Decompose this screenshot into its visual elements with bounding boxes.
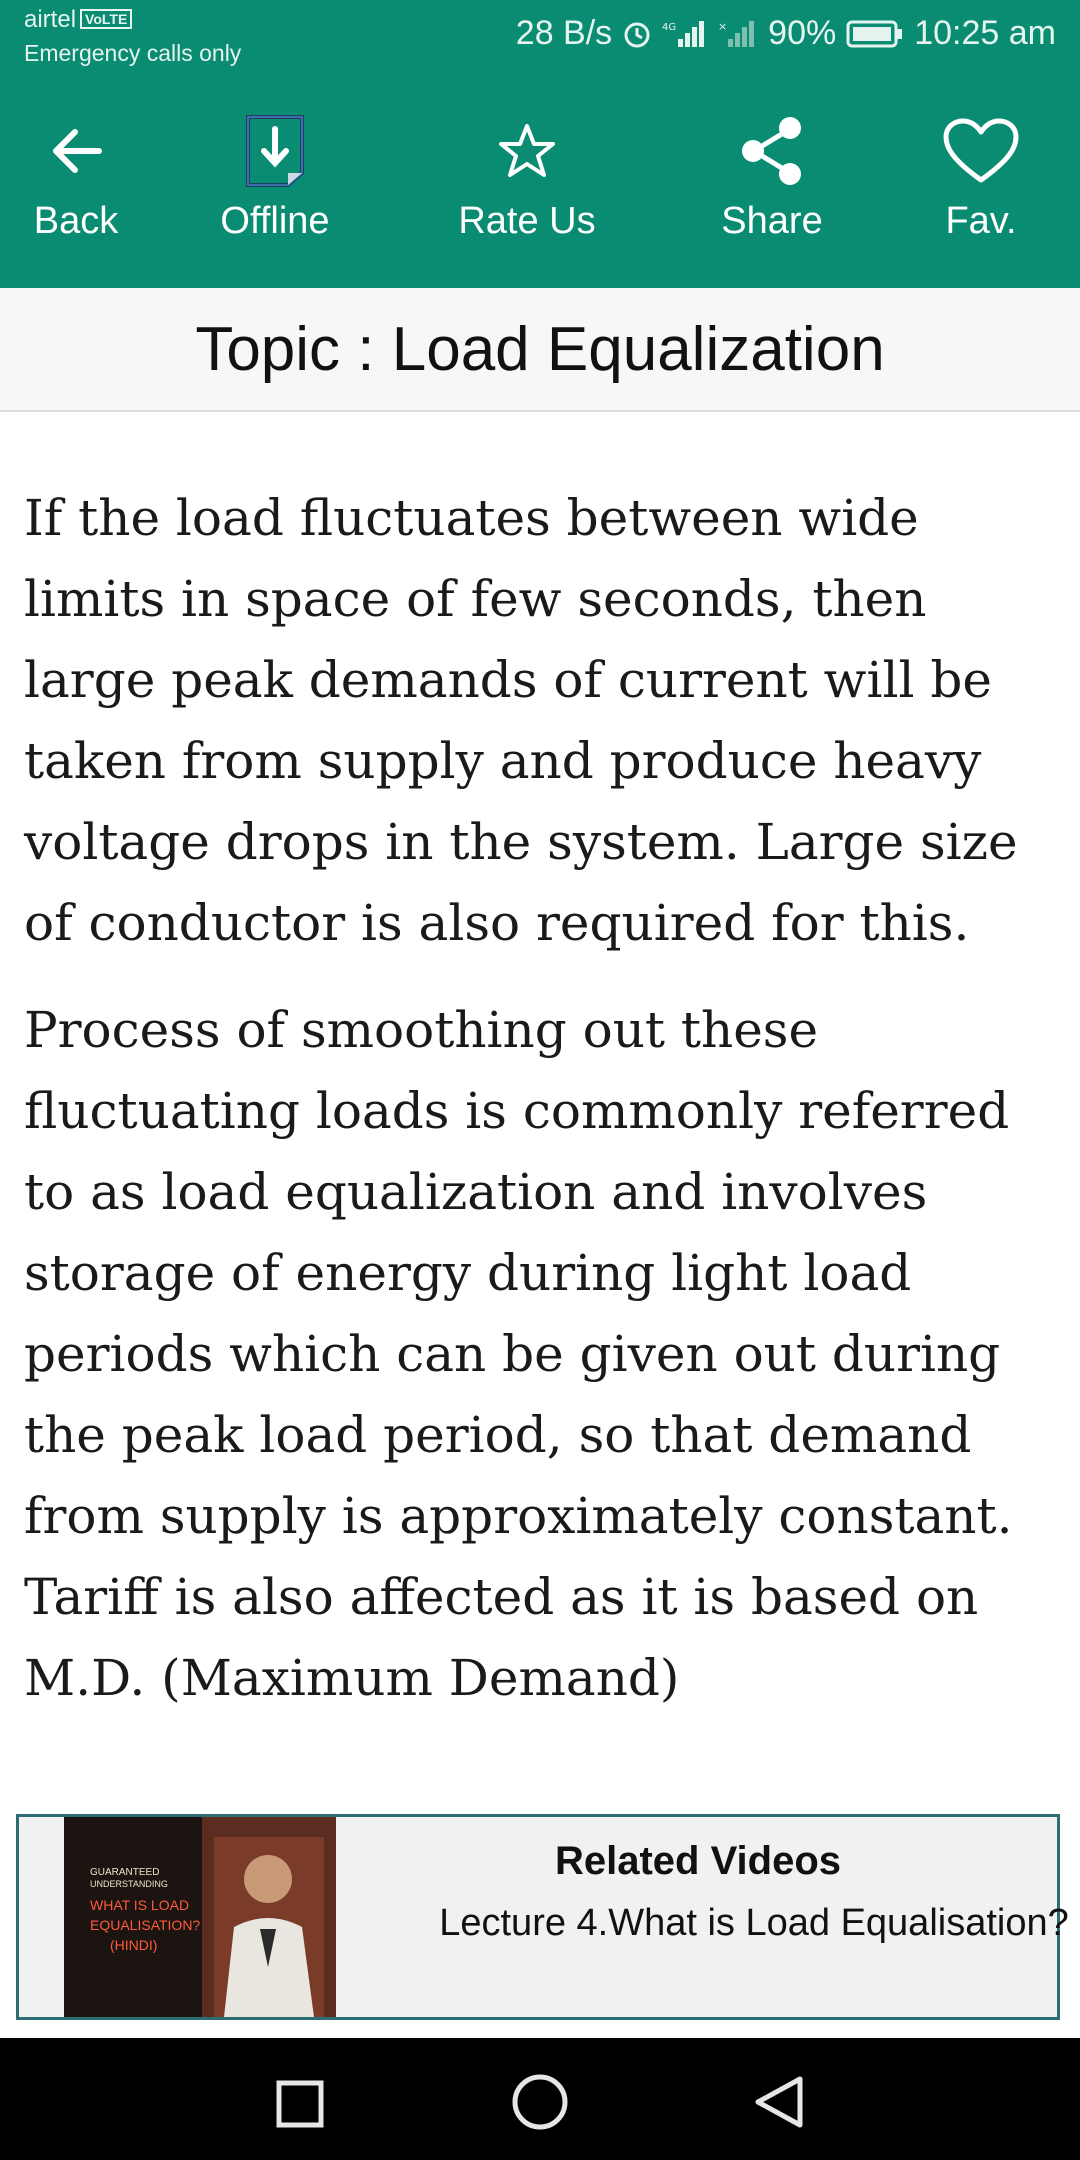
status-bar: [0, 0, 1080, 72]
offline-button[interactable]: [167, 72, 383, 288]
svg-text:4G: 4G: [662, 21, 677, 33]
emergency-text: Emergency calls only: [24, 40, 242, 66]
topic-header: [0, 288, 1080, 412]
signal-icon: [662, 19, 708, 49]
top-toolbar: [0, 72, 1080, 288]
triangle-icon[interactable]: [752, 2074, 804, 2135]
battery-level: 90%: [768, 14, 837, 52]
favorite-button[interactable]: [873, 72, 1080, 288]
carrier-name: airtel VoLTE: [24, 6, 132, 34]
fav-label: Fav.: [945, 200, 1017, 242]
heart-icon: [943, 112, 1019, 190]
back-button[interactable]: [0, 72, 184, 288]
rate-us-label: Rate Us: [458, 200, 596, 242]
related-heading: Related Videos: [554, 1839, 842, 1883]
paragraph: Process of smoothing out these fluctuating loads is commonly referred to as load equalization and involves storage of energy during light load periods which can be given out during the peak load period, so that demand from supply is approximately constant. Tariff is also affected as it is based on M.D. (Maximum Demand): [24, 1001, 1013, 1707]
battery-icon: [846, 19, 904, 49]
rate-us-button[interactable]: [419, 72, 635, 288]
share-button[interactable]: [664, 72, 880, 288]
related-videos-card[interactable]: [16, 1814, 1069, 2020]
thumbnail-text: UNDERSTANDING: [90, 1879, 168, 1889]
back-arrow-icon: [49, 112, 103, 190]
thumbnail-text: WHAT IS LOAD: [90, 1897, 190, 1913]
clock-time: 10:25 am: [914, 14, 1056, 52]
network-speed: 28 B/s: [515, 14, 613, 52]
offline-label: Offline: [220, 200, 330, 242]
navigation-bar: [0, 2038, 1080, 2160]
thumbnail-text: EQUALISATION?: [90, 1917, 201, 1933]
article-content: [24, 478, 1064, 1745]
paragraph: If the load fluctuates between wide limits in space of few seconds, then large peak demands of current will be taken from supply and produce heavy voltage drops in the system. Large size of conductor is also required for this.: [24, 489, 1018, 952]
signal-icon: [718, 19, 758, 49]
thumbnail-text: GUARANTEED: [90, 1867, 160, 1878]
share-icon: [736, 112, 808, 190]
share-label: Share: [721, 200, 823, 242]
square-icon[interactable]: [276, 2080, 324, 2133]
download-icon: [244, 112, 306, 190]
star-icon: [498, 112, 556, 190]
thumbnail-text: (HINDI): [110, 1937, 158, 1953]
volte-badge: VoLTE: [80, 9, 132, 29]
page-title: Topic : Load Equalization: [195, 314, 885, 384]
related-video-title[interactable]: Lecture 4.What is Load Equalisation?: [439, 1902, 1069, 1944]
alarm-icon: [622, 19, 652, 49]
back-label: Back: [33, 200, 119, 242]
circle-icon[interactable]: [510, 2072, 570, 2137]
video-thumbnail[interactable]: [64, 1817, 336, 2017]
status-indicators: [516, 14, 1056, 53]
svg-text:×: ×: [718, 19, 728, 33]
